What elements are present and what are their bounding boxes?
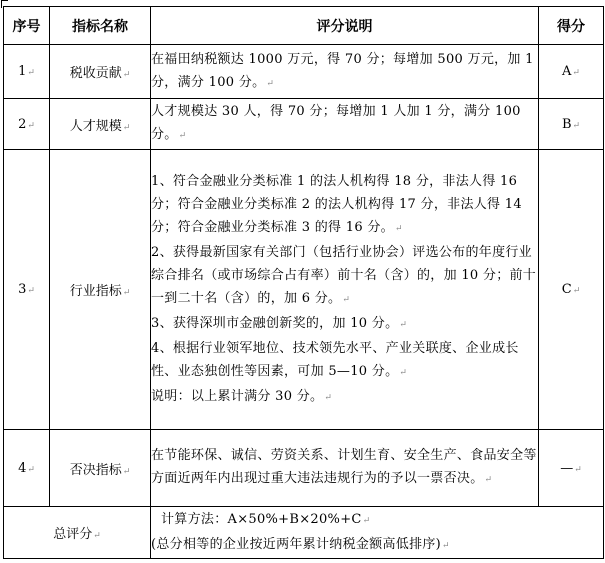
paragraph-mark: ↵ [122, 288, 131, 298]
row-num: 4 [18, 460, 27, 476]
row-name-cell [50, 430, 151, 507]
row-desc-para [151, 241, 538, 312]
row-score-cell [539, 150, 604, 430]
total-note: (总分相等的企业按近两年累计纳税金额高低排序) [151, 536, 442, 552]
row-desc-para [151, 170, 538, 241]
paragraph-mark: ↵ [572, 286, 581, 296]
row-desc-para [151, 48, 538, 96]
row-score: — [560, 460, 574, 476]
row-desc-para [151, 337, 538, 385]
row-score: B [561, 116, 572, 132]
row-num-cell [4, 430, 50, 507]
row-name: 行业指标 [69, 284, 122, 299]
paragraph-mark: ↵ [572, 120, 581, 131]
row-score-cell [539, 45, 604, 99]
row-desc-cell [151, 430, 539, 507]
row-name: 否决指标 [69, 462, 122, 478]
paragraph-mark: ↵ [93, 531, 101, 541]
row-num: 1 [18, 64, 27, 79]
paragraph-mark: ↵ [399, 367, 408, 378]
row-desc-text: 人才规模达 30 人，得 70 分；每增加 1 人加 1 分，满分 100 分。 [151, 104, 521, 142]
row-score: A [562, 64, 572, 79]
paragraph-mark: ↵ [122, 70, 131, 80]
scoring-table [3, 6, 604, 559]
header-num: 序号 [4, 7, 50, 45]
paragraph-mark: ↵ [572, 68, 580, 78]
total-desc-cell [151, 507, 604, 559]
header-row [4, 7, 604, 45]
row-desc-text: 2、获得最新国家有关部门（包括行业协会）评选公布的年度行业综合排名（或市场综合占有率）前十名（含）的，加 10 分；前十一到二十名（含）的，加 6 分。 [151, 244, 537, 306]
row-name: 人才规模 [69, 118, 122, 134]
header-name: 指标名称 [50, 7, 151, 45]
total-note-line [151, 533, 603, 558]
table-row [4, 430, 604, 507]
paragraph-mark: ↵ [399, 319, 408, 330]
row-num-cell [4, 150, 50, 430]
total-formula-line [151, 508, 603, 533]
paragraph-mark: ↵ [362, 515, 371, 526]
row-desc-para [151, 444, 538, 492]
row-num: 2 [18, 116, 27, 132]
paragraph-mark: ↵ [574, 464, 582, 475]
row-desc-cell [151, 150, 539, 430]
paragraph-mark: ↵ [122, 466, 131, 477]
paragraph-mark: ↵ [442, 540, 450, 551]
table-row [4, 99, 604, 150]
row-name: 税收贡献 [69, 66, 122, 81]
paragraph-mark: ↵ [484, 475, 493, 485]
paragraph-mark: ↵ [27, 68, 35, 78]
total-row [4, 507, 604, 559]
paragraph-mark: ↵ [394, 223, 403, 234]
header-desc: 评分说明 [151, 7, 539, 45]
table-row [4, 150, 604, 430]
row-desc-para [151, 385, 538, 410]
row-desc-text: 在福田纳税额达 1000 万元，得 70 分；每增加 500 万元，加 1 分，满分 100 分。 [151, 51, 534, 90]
row-desc-text: 说明：以上累计满分 30 分。 [151, 388, 324, 404]
row-score-cell [539, 430, 604, 507]
row-num-cell [4, 45, 50, 99]
row-desc-text: 4、根据行业领军地位、技术领先水平、产业关联度、企业成长性、业态独创性等因素，可加 5—10 分。 [151, 340, 519, 379]
row-desc-text: 1、符合金融业分类标准 1 的法人机构得 18 分，非法人得 16 分；符合金融业分类标准 2 的法人机构得 17 分，非法人得 14 分；符合金融业分类标准 3 的得 16 分。 [151, 173, 522, 235]
total-formula: 计算方法：A×50%+B×20%+C [161, 511, 362, 527]
table-row [4, 45, 604, 99]
paragraph-mark: ↵ [27, 464, 35, 475]
row-desc-text: 在节能环保、诚信、劳资关系、计划生育、安全生产、食品安全等方面近两年内出现过重大违法违规行为的予以一票否决。 [151, 448, 537, 486]
row-name-cell [50, 150, 151, 430]
total-label: 总评分 [53, 527, 93, 542]
paragraph-mark: ↵ [178, 131, 187, 141]
paragraph-mark: ↵ [266, 78, 275, 89]
row-desc-cell [151, 99, 539, 150]
header-score: 得分 [539, 7, 604, 45]
paragraph-mark: ↵ [342, 294, 351, 305]
row-num-cell [4, 99, 50, 150]
row-score-cell [539, 99, 604, 150]
paragraph-mark: ↵ [27, 120, 35, 131]
paragraph-mark: ↵ [122, 122, 131, 133]
row-desc-cell [151, 45, 539, 99]
row-desc-para [151, 312, 538, 337]
paragraph-mark: ↵ [27, 286, 35, 296]
row-desc-text: 3、获得深圳市金融创新奖的，加 10 分。 [151, 315, 399, 331]
row-desc-para [151, 100, 538, 148]
total-label-cell [4, 507, 151, 559]
row-score: C [561, 282, 572, 297]
row-num: 3 [18, 282, 27, 297]
row-name-cell [50, 99, 151, 150]
row-name-cell [50, 45, 151, 99]
paragraph-mark: ↵ [324, 392, 333, 403]
